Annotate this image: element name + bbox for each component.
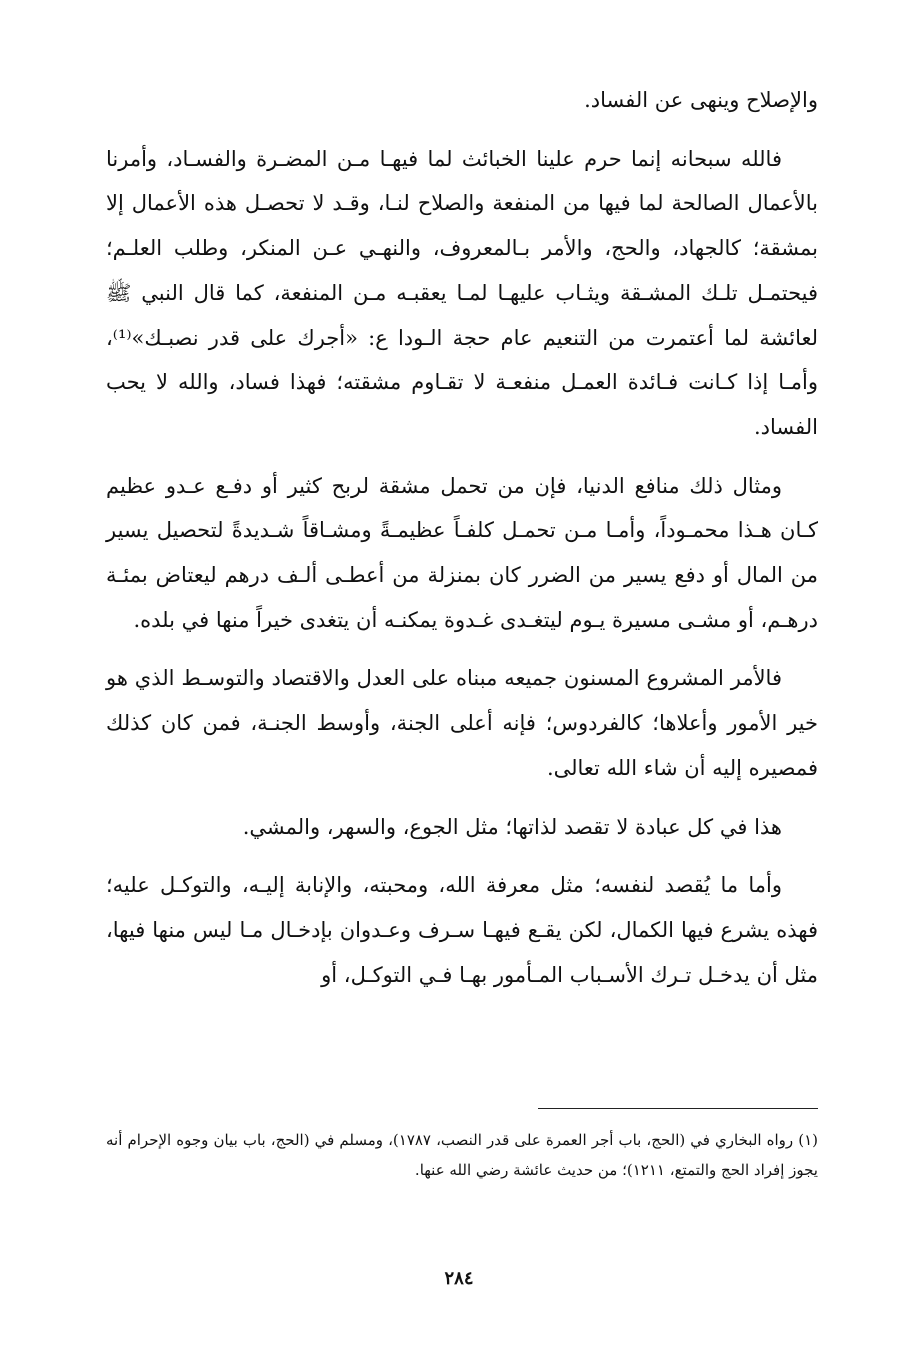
footnote-divider: [538, 1108, 818, 1109]
paragraph: فالله سبحانه إنما حرم علينا الخبائث لما فيهـا مـن المضـرة والفسـاد، وأمرنا بالأعمال الصالحة لما فيها من المنفعة والصلاح لنـا، وقـد لا تحصـل هذه الأعمال إلا بمشقة؛ كالجهاد، والحج، والأمر بـالمعروف، والنهـي عـن المنكر، وطلب العلـم؛ فيحتمـل تلـك المشـقة ويثـاب عليهـا لمـا يعقبـه مـن المنفعة، كما قال النبي ﷺ لعائشة لما أعتمرت من التنعيم عام حجة الـودا ع: «أجرك على قدر نصبـك»⁽¹⁾، وأمـا إذا كـانت فـائدة العمـل منفعـة لا تقـاوم مشقته؛ فهذا فساد، والله لا يحب الفساد.: [106, 146, 818, 439]
footnotes: [106, 1125, 818, 1185]
paragraph: فالأمر المشروع المسنون جميعه مبناه على العدل والاقتصاد والتوسـط الذي هو خير الأمور وأعلاها؛ كالفردوس؛ فإنه أعلى الجنة، وأوسط الجنـة، فمن كان كذلك فمصيره إليه أن شاء الله تعالى.: [106, 666, 818, 780]
footnote-1: (١) رواه البخاري في (الحج، باب أجر العمرة على قدر النصب، ١٧٨٧)، ومسلم في (الحج، باب بيان وجوه الإحرام أنه يجوز إفراد الحج والتمتع، ١٢١١)؛ من حديث عائشة رضي الله عنها.: [106, 1131, 818, 1179]
paragraph-continuation: والإصلاح وينهى عن الفساد.: [584, 88, 818, 112]
paragraph: وأما ما يُقصد لنفسه؛ مثل معرفة الله، ومحبته، والإنابة إليـه، والتوكـل عليه؛ فهذه يشرع فيها الكمال، لكن يقـع فيهـا سـرف وعـدوان بإدخـال مـا ليس منها فيها، مثل أن يدخـل تـرك الأسـباب المـأمور بهـا فـي التوكـل، أو: [106, 873, 818, 987]
paragraph: هذا في كل عبادة لا تقصد لذاتها؛ مثل الجوع، والسهر، والمشي.: [242, 814, 782, 839]
paragraph: ومثال ذلك منافع الدنيا، فإن من تحمل مشقة لربح كثير أو دفـع عـدو عظيم كـان هـذا محمـوداً، وأمـا مـن تحمـل كلفـاً عظيمـةً ومشـاقاً شـديدةً لتحصيل يسير من المال أو دفع يسير من الضرر كان بمنزلة من أعطـى ألـف درهم ليعتاض بمئـة درهـم، أو مشـى مسيرة يـوم ليتغـدى غـدوة يمكنـه أن يتغدى خيراً منها في بلده.: [106, 473, 818, 632]
page-number: ٢٨٤: [444, 1268, 474, 1289]
main-text: [106, 78, 818, 1011]
